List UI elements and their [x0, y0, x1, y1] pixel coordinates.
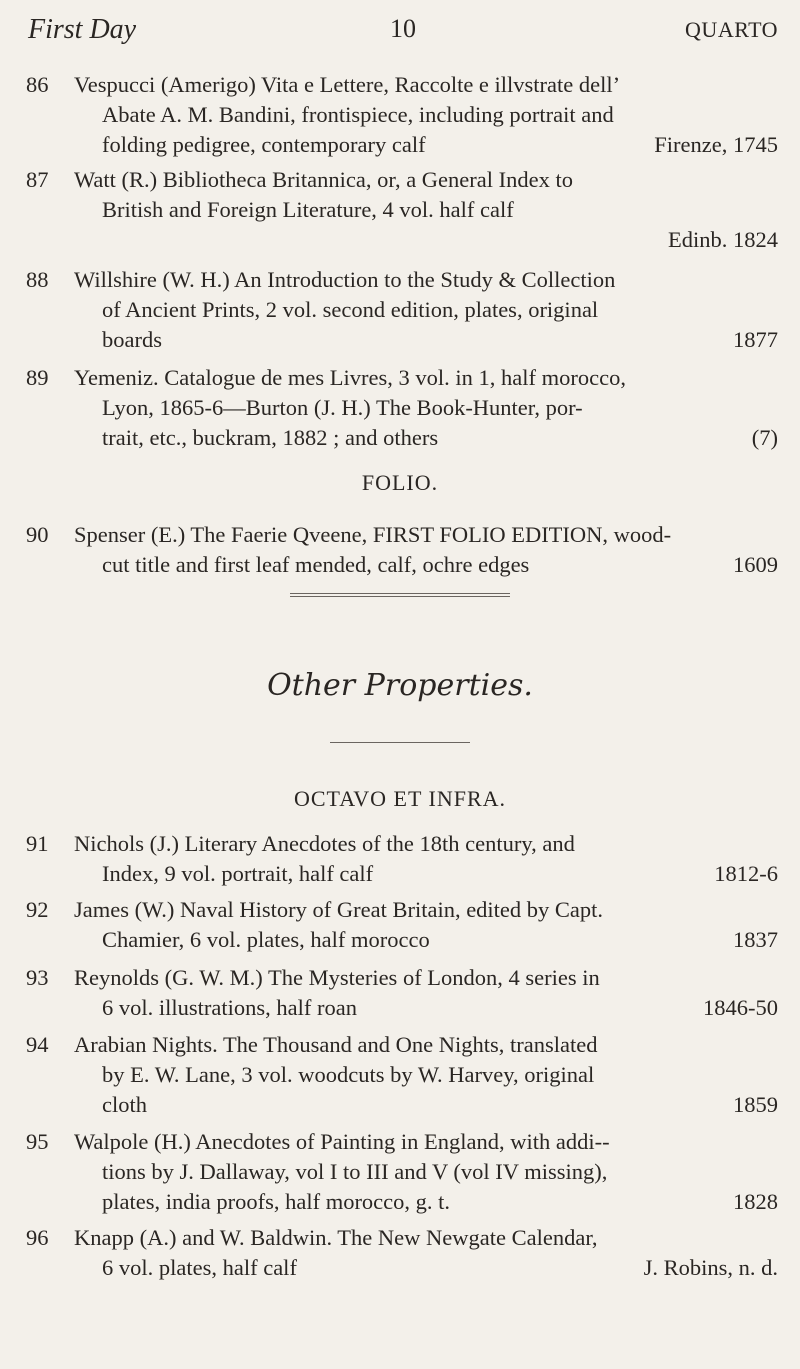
lot-description [74, 895, 778, 955]
section-divider [290, 593, 510, 597]
lot-line [74, 829, 778, 859]
lot-description [74, 1223, 778, 1283]
lot-line [74, 1223, 778, 1253]
lot-date: 1859 [733, 1092, 778, 1117]
header-day: First Day [28, 14, 137, 45]
lot-date: 1828 [733, 1189, 778, 1214]
lot-description [74, 1127, 778, 1217]
lot-line-text: Walpole (H.) Anecdotes of Painting in England, with addi-- [74, 1129, 610, 1154]
lot-line [74, 925, 778, 955]
lot-date: 1812-6 [714, 861, 778, 886]
lot-line [74, 1030, 778, 1060]
lot-number: 91 [26, 831, 49, 856]
lot-line [74, 295, 778, 325]
lot-line [74, 423, 778, 453]
lot-number: 92 [26, 897, 49, 922]
header-format: QUARTO [685, 17, 778, 42]
lot-line [74, 1127, 778, 1157]
folio-heading: FOLIO. [361, 470, 439, 495]
lot-description [74, 70, 778, 160]
lot-date: (7) [751, 425, 778, 450]
lot-line [74, 265, 778, 295]
lot-number: 94 [26, 1032, 49, 1057]
lot-line [74, 993, 778, 1023]
other-properties-heading: Other Properties. [267, 668, 533, 703]
lot-description [74, 963, 778, 1023]
lot-line [74, 325, 778, 355]
page-header [28, 14, 778, 54]
lot-description [74, 363, 778, 453]
lot-line-text: cloth [102, 1092, 147, 1117]
lot-line [74, 963, 778, 993]
lot-line [74, 1090, 778, 1120]
lot-line [74, 1157, 778, 1187]
lot-line [74, 363, 778, 393]
lot-line-text: Lyon, 1865-6—Burton (J. H.) The Book-Hunter, por- [102, 395, 583, 420]
lot-date: 1837 [733, 927, 778, 952]
lot-date: Firenze, 1745 [654, 132, 778, 157]
lot-description [74, 1030, 778, 1120]
heading-divider [330, 742, 470, 743]
lot-line-text: Chamier, 6 vol. plates, half morocco [102, 927, 430, 952]
lot-line-text: Nichols (J.) Literary Anecdotes of the 18th century, and [74, 831, 575, 856]
lot-line [74, 895, 778, 925]
lot-line-text: plates, india proofs, half morocco, g. t. [102, 1189, 451, 1214]
lot-line [74, 195, 778, 225]
lot-description [74, 520, 778, 580]
lot-description [74, 829, 778, 889]
lot-number: 88 [26, 267, 49, 292]
lot-line-text: Yemeniz. Catalogue de mes Livres, 3 vol. in 1, half morocco, [74, 365, 626, 390]
lot-line-text: Vespucci (Amerigo) Vita e Lettere, Raccolte e illvstrate dell’ [74, 72, 621, 97]
lot-line [74, 1187, 778, 1217]
lot-date: 1846-50 [703, 995, 778, 1020]
lot-line-text: Willshire (W. H.) An Introduction to the Study & Collection [74, 267, 616, 292]
lot-line-text: Arabian Nights. The Thousand and One Nights, translated [74, 1032, 598, 1057]
lot-line-text: 6 vol. illustrations, half roan [102, 995, 357, 1020]
lot-line [74, 393, 778, 423]
lot-date: Edinb. 1824 [668, 227, 778, 252]
octavo-heading: OCTAVO ET INFRA. [293, 786, 507, 811]
lot-line-text: folding pedigree, contemporary calf [102, 132, 426, 157]
lot-line-text: cut title and first leaf mended, calf, ochre edges [102, 552, 530, 577]
lot-description [74, 265, 778, 355]
lot-number: 86 [26, 72, 49, 97]
lot-line [74, 165, 778, 195]
lot-line [74, 550, 778, 580]
lot-number: 87 [26, 167, 49, 192]
lot-number: 90 [26, 522, 49, 547]
lot-line-text: boards [102, 327, 162, 352]
lot-line-text: Knapp (A.) and W. Baldwin. The New Newgate Calendar, [74, 1225, 598, 1250]
lot-line-text: of Ancient Prints, 2 vol. second edition, plates, original [102, 297, 599, 322]
lot-line-text: trait, etc., buckram, 1882 ; and others [102, 425, 439, 450]
page-number: 10 [390, 14, 416, 43]
lot-line [74, 859, 778, 889]
lot-line-text: by E. W. Lane, 3 vol. woodcuts by W. Harvey, original [102, 1062, 595, 1087]
lot-line-text: Abate A. M. Bandini, frontispiece, including portrait and [102, 102, 614, 127]
lot-date: 1609 [733, 552, 778, 577]
lot-line-text: British and Foreign Literature, 4 vol. half calf [102, 197, 514, 222]
lot-number: 95 [26, 1129, 49, 1154]
lot-line [74, 225, 778, 255]
lot-date: 1877 [733, 327, 778, 352]
lot-line-text: Reynolds (G. W. M.) The Mysteries of London, 4 series in [74, 965, 600, 990]
lot-line [74, 1060, 778, 1090]
lot-number: 96 [26, 1225, 49, 1250]
lot-line-text: James (W.) Naval History of Great Britain, edited by Capt. [74, 897, 604, 922]
lot-line [74, 520, 778, 550]
lot-number: 93 [26, 965, 49, 990]
lot-line-text: Index, 9 vol. portrait, half calf [102, 861, 374, 886]
lot-line [74, 70, 778, 100]
lot-line-text: tions by J. Dallaway, vol I to III and V (vol IV missing), [102, 1159, 608, 1184]
lot-line [74, 1253, 778, 1283]
lot-date: J. Robins, n. d. [643, 1255, 778, 1280]
lot-line-text: Watt (R.) Bibliotheca Britannica, or, a General Index to [74, 167, 573, 192]
lot-line-text: 6 vol. plates, half calf [102, 1255, 297, 1280]
lot-line [74, 100, 778, 130]
lot-line [74, 130, 778, 160]
lot-description [74, 165, 778, 255]
lot-line-text: Spenser (E.) The Faerie Qveene, FIRST FOLIO EDITION, wood- [74, 522, 672, 547]
lot-number: 89 [26, 365, 49, 390]
